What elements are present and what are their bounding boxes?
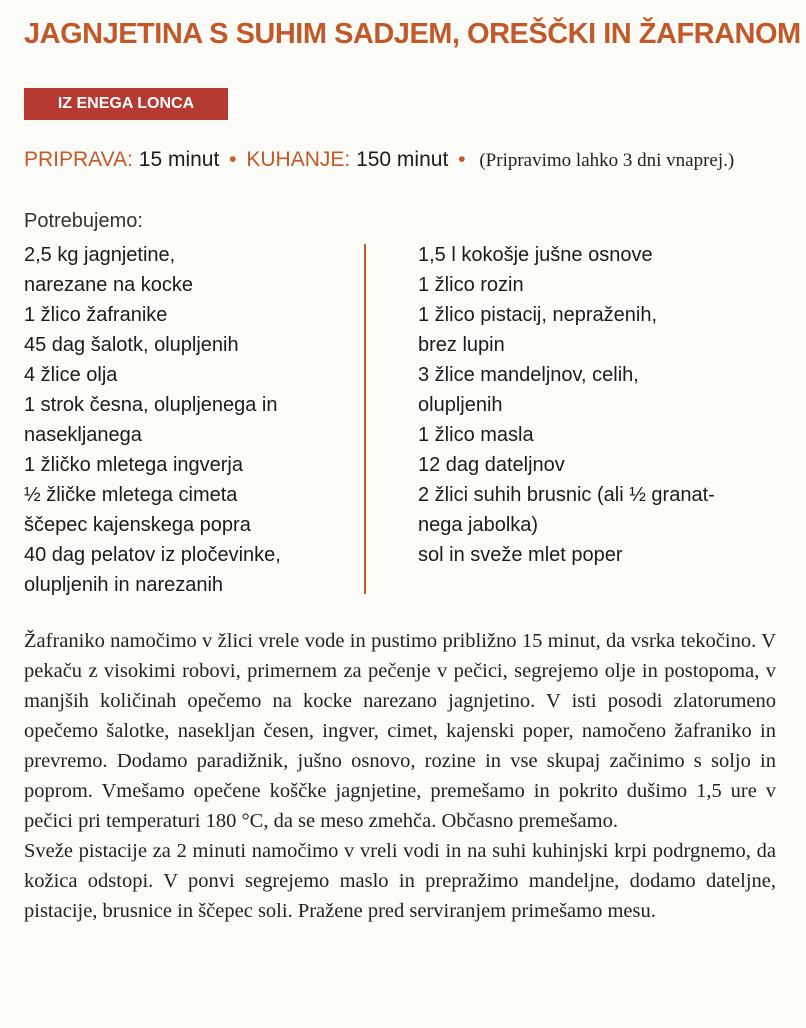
recipe-meta — [24, 148, 734, 172]
category-badge: IZ ENEGA LONCA — [24, 88, 228, 120]
ingredient-line: ščepec kajenskega popra — [24, 514, 251, 536]
prep-label: PRIPRAVA: — [24, 148, 133, 171]
ingredient-line: nasekljanega — [24, 424, 142, 446]
ingredient-line: 1 žlico masla — [418, 424, 534, 446]
ingredient-line: 12 dag dateljnov — [418, 454, 565, 476]
ingredients-left-column — [24, 240, 354, 600]
instructions-paragraph: Sveže pistacije za 2 minuti namočimo v vreli vodi in na suhi kuhinjski krpi podrgnemo, da kožica odstopi. V ponvi segrejemo maslo in prepražimo mandeljne, dodamo dateljne, pistacije, brusnice in ščepec soli. Pražene pred serviranjem primešamo mesu. — [24, 840, 776, 922]
cook-label: KUHANJE: — [246, 148, 351, 171]
ingredient-line: nega jabolka) — [418, 514, 539, 536]
recipe-title: JAGNJETINA S SUHIM SADJEM, OREŠČKI IN ŽAFRANOM — [24, 18, 801, 50]
instructions-paragraph: Žafraniko namočimo v žlici vrele vode in pustimo približno 15 minut, da vsrka tekočino. V pekaču z visokimi robovi, primernem za pečenje v pečici, segrejemo olje in postopoma, v manjših količinah opečemo na kocke narezano jagnjetino. V isti posodi zlatorumeno opečemo šalotke, nasekljan česen, ingver, cimet, kajenski poper, namočeno žafraniko in prevremo. Dodamo paradižnik, jušno osnovo, rozine in vse skupaj začinimo s soljo in poprom. Vmešamo opečene koščke jagnjetine, premešamo in pokrito dušimo 1,5 ure v pečici pri temperaturi 180 °C, da se meso zmehča. Občasno premešamo. — [24, 630, 776, 832]
bullet-separator: • — [229, 148, 237, 171]
ingredient-line: 1 žličko mletega ingverja — [24, 454, 243, 476]
ingredient-line: 1 žlico rozin — [418, 274, 524, 296]
ingredient-line: olupljenih — [418, 394, 503, 416]
prep-note: (Pripravimo lahko 3 dni vnaprej.) — [479, 150, 735, 171]
ingredient-line: 45 dag šalotk, olupljenih — [24, 334, 239, 356]
ingredient-line: olupljenih in narezanih — [24, 574, 224, 596]
instructions — [24, 626, 776, 926]
ingredient-line: 3 žlice mandeljnov, celih, — [418, 364, 639, 386]
prep-value: 15 minut — [138, 148, 220, 171]
ingredient-line: 2 žlici suhih brusnic (ali ½ granat- — [418, 484, 715, 506]
ingredient-line: 40 dag pelatov iz pločevinke, — [24, 544, 281, 566]
bullet-separator: • — [458, 148, 466, 171]
ingredient-line: brez lupin — [418, 334, 505, 356]
column-divider — [364, 244, 366, 594]
ingredient-line: 4 žlice olja — [24, 364, 118, 386]
ingredient-line: 1 strok česna, olupljenega in — [24, 394, 278, 416]
ingredient-line: 1 žlico pistacij, nepraženih, — [418, 304, 658, 326]
ingredient-line: narezane na kocke — [24, 274, 194, 296]
ingredients-right-column — [418, 240, 798, 570]
ingredient-line: ½ žličke mletega cimeta — [24, 484, 238, 506]
cook-value: 150 minut — [356, 148, 449, 171]
ingredient-line: 1,5 l kokošje jušne osnove — [418, 244, 653, 266]
ingredients-heading: Potrebujemo: — [24, 210, 143, 232]
ingredient-line: sol in sveže mlet poper — [418, 544, 623, 566]
ingredient-line: 1 žlico žafranike — [24, 304, 168, 326]
ingredient-line: 2,5 kg jagnjetine, — [24, 244, 176, 266]
